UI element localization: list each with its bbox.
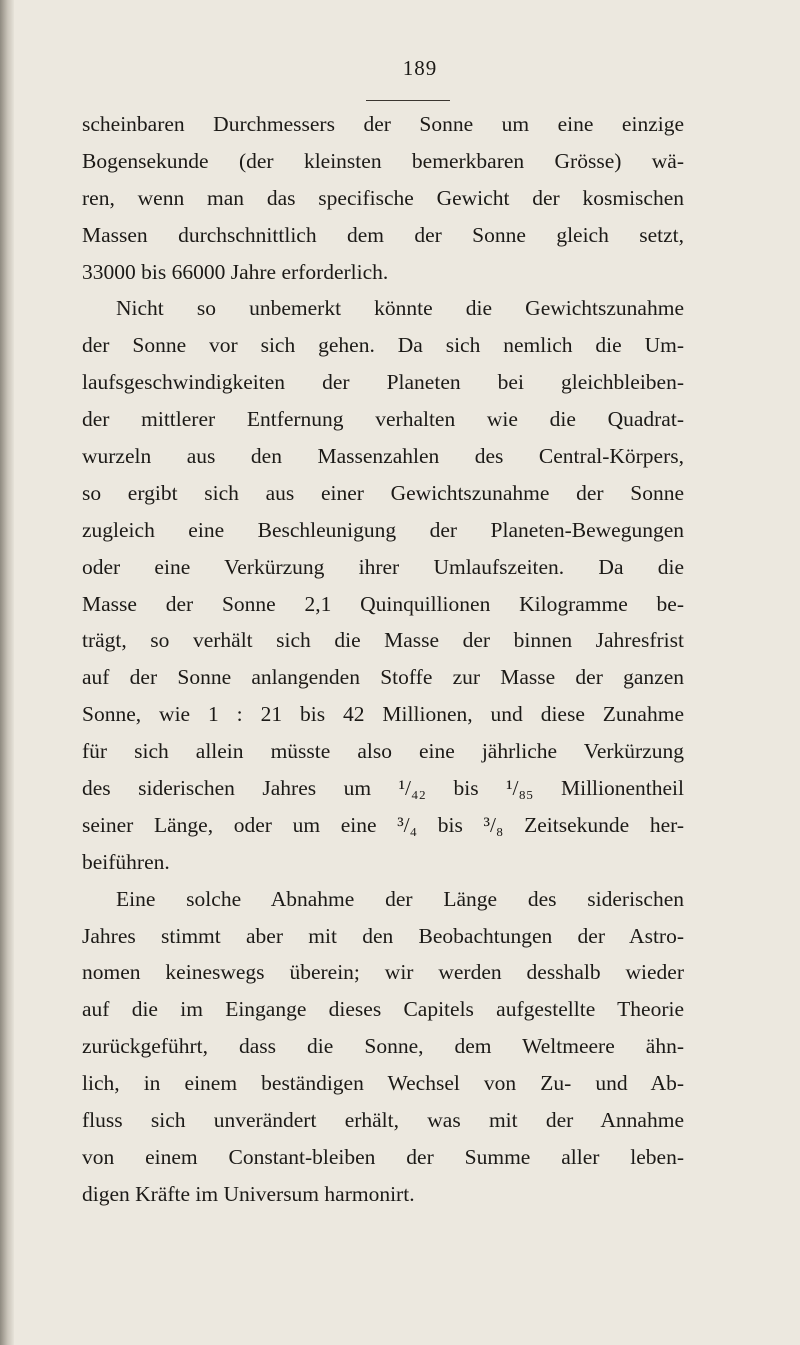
text-line: scheinbaren Durchmessers der Sonne um eine einzige — [82, 112, 684, 136]
text-line: des siderischen Jahres um ¹/₄₂ bis ¹/₈₅ Millionentheil — [82, 776, 684, 801]
text-line: laufsgeschwindigkeiten der Planeten bei gleichbleiben- — [82, 370, 684, 395]
text-line: lich, in einem beständigen Wechsel von Zu- und Ab- — [82, 1071, 684, 1096]
text-line: Bogensekunde (der kleinsten bemerkbaren Grösse) wä- — [82, 148, 684, 173]
text-line: auf der Sonne anlangenden Stoffe zur Masse der ganzen — [82, 665, 684, 690]
text-line: der mittlerer Entfernung verhalten wie die Quadrat- — [82, 407, 684, 432]
text-line: Sonne, wie 1 : 21 bis 42 Millionen, und diese Zunahme — [82, 702, 684, 727]
text-line: von einem Constant-bleiben der Summe aller leben- — [82, 1144, 684, 1169]
text-line: zurückgeführt, dass die Sonne, dem Weltmeere ähn- — [82, 1034, 684, 1059]
paragraph — [82, 106, 684, 290]
paragraph — [82, 290, 684, 880]
text-line: nomen keineswegs überein; wir werden desshalb wieder — [82, 960, 684, 985]
text-line: Masse der Sonne 2,1 Quinquillionen Kilogramme be- — [82, 591, 684, 616]
text-line: Massen durchschnittlich dem der Sonne gleich setzt, — [82, 222, 684, 247]
text-line: Eine solche Abnahme der Länge des siderischen — [116, 886, 684, 911]
text-line: oder eine Verkürzung ihrer Umlaufszeiten. Da die — [82, 554, 684, 579]
paragraph — [82, 881, 684, 1213]
text-line: fluss sich unverändert erhält, was mit der Annahme — [82, 1108, 684, 1133]
body-text — [82, 106, 684, 1213]
page-binding-shadow — [0, 0, 14, 1345]
text-line: digen Kräfte im Universum harmonirt. — [82, 1181, 415, 1206]
page-number: 189 — [402, 56, 438, 80]
text-line: Jahres stimmt aber mit den Beobachtungen der Astro- — [82, 923, 684, 948]
text-line: für sich allein müsste also eine jährliche Verkürzung — [82, 739, 684, 764]
text-line: zugleich eine Beschleunigung der Planeten-Bewegungen — [82, 517, 684, 542]
text-line: auf die im Eingange dieses Capitels aufgestellte Theorie — [82, 997, 684, 1022]
text-line: ren, wenn man das specifische Gewicht der kosmischen — [82, 185, 684, 210]
header-rule — [366, 100, 450, 101]
text-line: Nicht so unbemerkt könnte die Gewichtszunahme — [116, 296, 684, 321]
text-line: so ergibt sich aus einer Gewichtszunahme der Sonne — [82, 480, 684, 505]
text-line: beiführen. — [82, 849, 170, 874]
text-line: der Sonne vor sich gehen. Da sich nemlich die Um- — [82, 333, 684, 358]
text-line: wurzeln aus den Massenzahlen des Central-Körpers, — [82, 444, 684, 469]
text-line: seiner Länge, oder um eine ³/₄ bis ³/₈ Zeitsekunde her- — [82, 812, 684, 837]
text-line: 33000 bis 66000 Jahre erforderlich. — [82, 259, 389, 284]
text-line: trägt, so verhält sich die Masse der binnen Jahresfrist — [82, 628, 684, 653]
